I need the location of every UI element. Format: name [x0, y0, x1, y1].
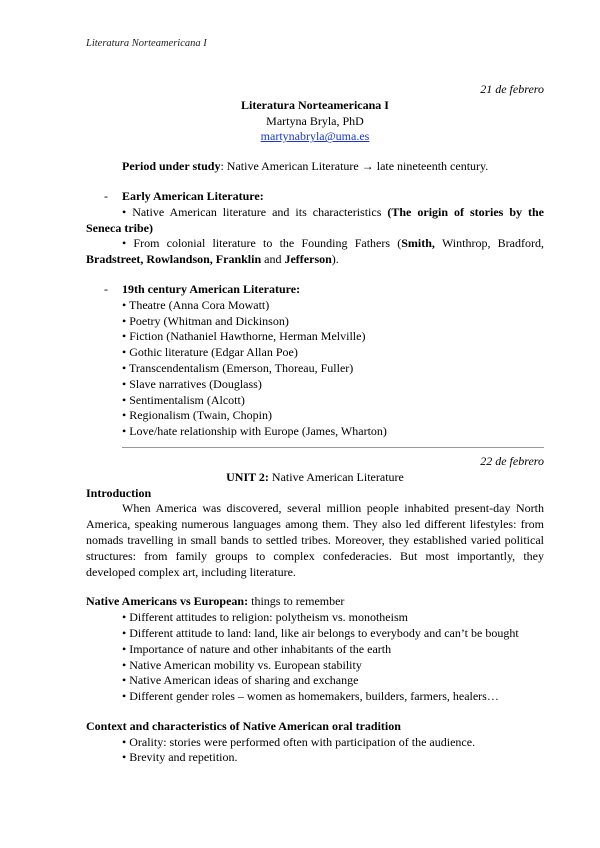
early-heading-row [86, 189, 544, 205]
author-email-link[interactable]: martynabryla@uma.es [260, 129, 370, 144]
period-label: Period under study [122, 159, 221, 174]
list-item: • Love/hate relationship with Europe (James, Wharton) [122, 424, 387, 439]
early-heading: Early American Literature: [122, 188, 264, 203]
list-item: • Fiction (Nathaniel Hawthorne, Herman Melville) [122, 329, 366, 344]
list-item: • Gothic literature (Edgar Allan Poe) [122, 345, 298, 360]
list-item: • Different attitudes to religion: polytheism vs. monotheism [122, 610, 408, 625]
list-item: • Different gender roles – women as homemakers, builders, farmers, healers… [122, 689, 499, 704]
list-item: • Different attitude to land: land, like air belongs to everybody and can’t be bought [122, 625, 519, 640]
nve-list [86, 610, 544, 705]
date-21-feb: 21 de febrero [480, 82, 544, 96]
list-item: • Theatre (Anna Cora Mowatt) [122, 297, 270, 312]
list-item: • Regionalism (Twain, Chopin) [122, 408, 273, 423]
period-text: : Native American Literature → late nineteenth century. [220, 159, 489, 174]
author-name: Martyna Bryla, PhD [266, 113, 364, 128]
nineteenth-list [86, 298, 544, 440]
unit-title: UNIT 2: Native American Literature [226, 469, 404, 484]
nve-heading: Native Americans vs European: [86, 594, 249, 609]
course-title: Literatura Norteamericana I [241, 97, 389, 112]
nve-heading-line [86, 594, 544, 610]
section-divider [122, 447, 544, 448]
intro-heading: Introduction [86, 485, 152, 500]
list-item: • Poetry (Whitman and Dickinson) [122, 313, 289, 328]
context-list [86, 735, 544, 767]
list-item: • Native American mobility vs. European stability [122, 657, 362, 672]
list-item: • Brevity and repetition. [122, 750, 238, 765]
dash-marker: - [104, 281, 108, 296]
dash-marker: - [104, 188, 108, 203]
document-body [86, 82, 544, 766]
nve-text: things to remember [248, 594, 345, 609]
list-item: • Slave narratives (Douglass) [122, 376, 262, 391]
list-item: • Orality: stories were performed often with participation of the audience. [122, 734, 476, 749]
period-line [86, 159, 544, 175]
list-item: • Transcendentalism (Emerson, Thoreau, Fuller) [122, 360, 354, 375]
context-heading: Context and characteristics of Native American oral tradition [86, 718, 401, 733]
running-header: Literatura Norteamericana I [86, 38, 207, 49]
list-item: • Native American ideas of sharing and exchange [122, 673, 359, 688]
nineteenth-heading: 19th century American Literature: [122, 281, 301, 296]
list-item: • Sentimentalism (Alcott) [122, 392, 245, 407]
nineteenth-heading-row [86, 282, 544, 298]
early-bullet-2: • From colonial literature to the Founding Fathers (Smith, Winthrop, Bradford, Bradstreet, Rowlandson, Franklin and Jefferson). [86, 236, 544, 267]
date-22-feb: 22 de febrero [480, 453, 544, 468]
early-bullet-1: • Native American literature and its characteristics (The origin of stories by the Seneca tribe) [86, 204, 544, 235]
intro-paragraph: When America was discovered, several million people inhabited present-day North America, speaking numerous languages among them. They also led different lifestyles: from nomads travelling in small bands to settled tribes. Moreover, they established varied political structures: from family groups to complex confederacies. But most importantly, they developed complex art, including literature. [86, 501, 544, 579]
list-item: • Importance of nature and other inhabitants of the earth [122, 641, 392, 656]
